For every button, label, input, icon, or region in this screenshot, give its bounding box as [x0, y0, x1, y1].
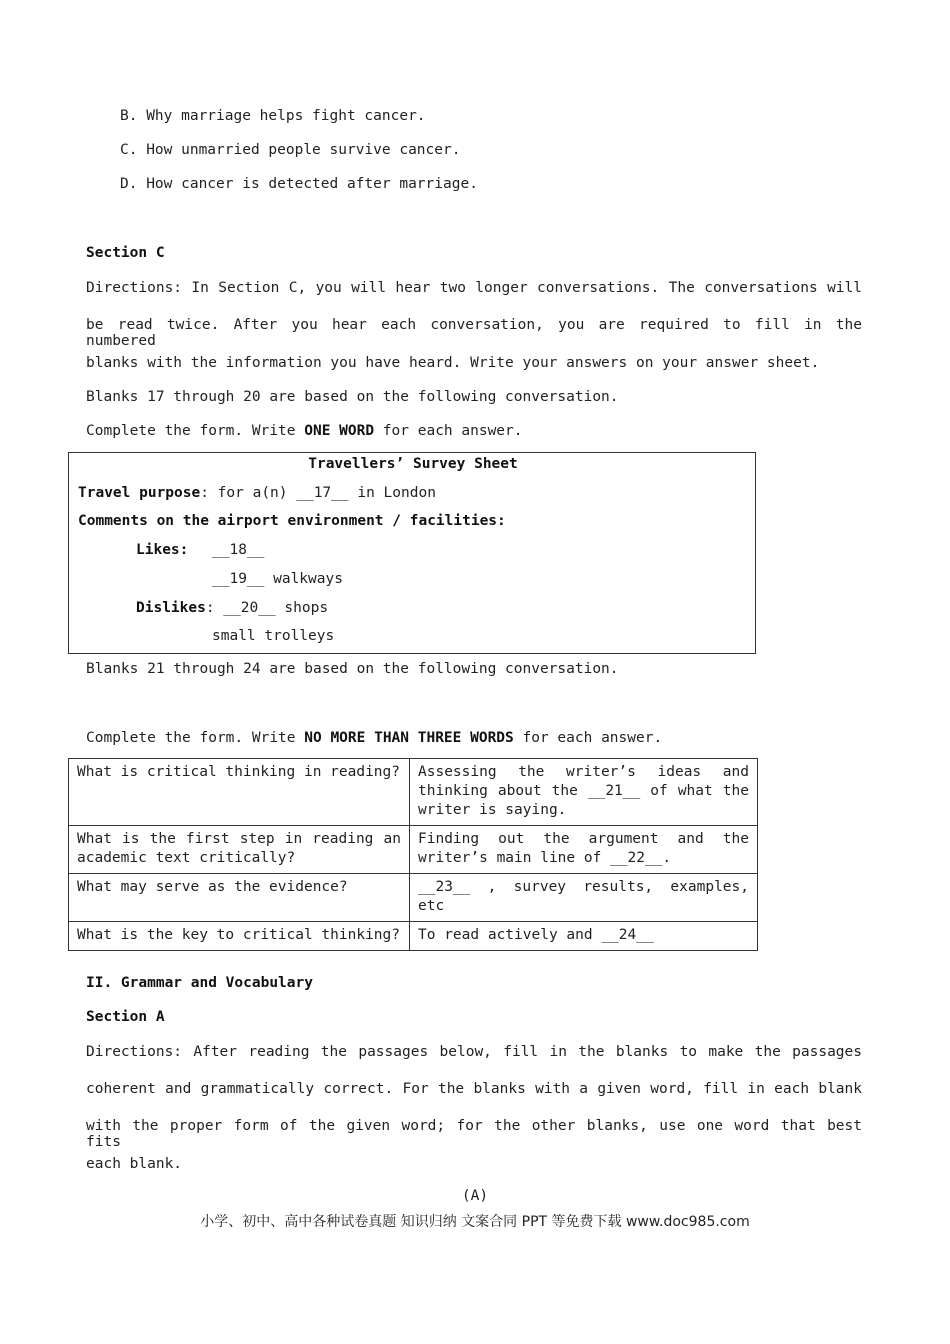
part2-directions-line-3: with the proper form of the given word; for the other blanks, use one word that best fits [86, 1118, 862, 1150]
answer-cell: Assessing the writer’s ideas and thinking about the __21__ of what the writer is saying. [410, 759, 758, 826]
page-label: (A) [461, 1188, 489, 1204]
answer-cell: Finding out the argument and the writer’s main line of __22__. [410, 826, 758, 874]
likes-label: Likes: [136, 542, 189, 558]
question-cell: What is the key to critical thinking? [69, 922, 410, 951]
travel-purpose-row: Travel purpose: for a(n) __17__ in London [78, 485, 436, 501]
question-cell: What may serve as the evidence? [69, 874, 410, 922]
dislike-item-2: small trolleys [212, 628, 335, 644]
form1-instruction: Complete the form. Write ONE WORD for each answer. [86, 423, 523, 439]
survey-title: Travellers’ Survey Sheet [308, 456, 518, 472]
section-c-directions-line-2: be read twice. After you hear each conversation, you are required to fill in the numbered [86, 317, 862, 349]
section-c-directions-line-3: blanks with the information you have heard. Write your answers on your answer sheet. [86, 355, 820, 371]
table-row [69, 826, 758, 874]
option-d: D. How cancer is detected after marriage. [120, 176, 478, 192]
table-row [69, 759, 758, 826]
part2-directions-line-2: coherent and grammatically correct. For the blanks with a given word, fill in each blank [86, 1081, 862, 1097]
travellers-survey-sheet [68, 452, 756, 654]
dislikes-row: Dislikes: __20__ shops [136, 600, 329, 616]
like-item-1: __18__ [212, 542, 265, 558]
question-cell: What is the first step in reading an academic text critically? [69, 826, 410, 874]
part2-directions-line-1: Directions: After reading the passages below, fill in the blanks to make the passages [86, 1044, 862, 1060]
answer-cell: __23__ , survey results, examples, etc [410, 874, 758, 922]
footer-text: 小学、初中、高中各种试卷真题 知识归纳 文案合同 PPT 等免费下载 www.doc985.com [200, 1214, 750, 1230]
table-row [69, 874, 758, 922]
option-b: B. Why marriage helps fight cancer. [120, 108, 426, 124]
section-c-heading: Section C [86, 245, 165, 261]
question-cell: What is critical thinking in reading? [69, 759, 410, 826]
section-a-heading: Section A [86, 1009, 165, 1025]
comments-label: Comments on the airport environment / facilities: [78, 513, 506, 529]
form2-instruction: Complete the form. Write NO MORE THAN THREE WORDS for each answer. [86, 730, 663, 746]
critical-thinking-table [68, 758, 758, 951]
like-item-2: __19__ walkways [212, 571, 343, 587]
section-c-directions-line-1: Directions: In Section C, you will hear two longer conversations. The conversations will [86, 280, 862, 296]
blanks-21-24-note: Blanks 21 through 24 are based on the following conversation. [86, 661, 619, 677]
part2-directions-line-4: each blank. [86, 1156, 183, 1172]
option-c: C. How unmarried people survive cancer. [120, 142, 461, 158]
part-2-heading: II. Grammar and Vocabulary [86, 975, 313, 991]
blanks-17-20-note: Blanks 17 through 20 are based on the following conversation. [86, 389, 619, 405]
answer-cell: To read actively and __24__ [410, 922, 758, 951]
table-row [69, 922, 758, 951]
